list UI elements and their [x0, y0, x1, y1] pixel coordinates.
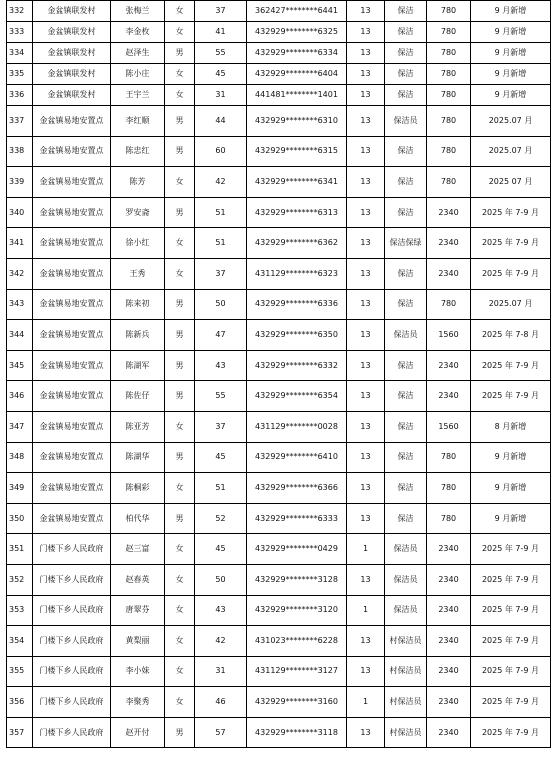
- job-title-cell: 保洁员: [385, 564, 427, 595]
- id-number-cell: 441481********1401: [247, 85, 347, 106]
- table-row: [7, 167, 551, 198]
- table-row: [7, 534, 551, 565]
- gender-cell: 男: [165, 289, 195, 320]
- period-cell: 2025 年 7-9 月: [471, 381, 551, 412]
- period-cell: 9 月新增: [471, 43, 551, 64]
- amount-cell: 780: [427, 1, 471, 22]
- id-number-cell: 431129********0028: [247, 411, 347, 442]
- age-cell: 31: [195, 656, 247, 687]
- row-number-cell: 341: [7, 228, 33, 259]
- id-number-cell: 431129********6323: [247, 258, 347, 289]
- amount-cell: 780: [427, 473, 471, 504]
- age-cell: 52: [195, 503, 247, 534]
- id-number-cell: 362427********6441: [247, 1, 347, 22]
- person-name-cell: 赵开付: [111, 717, 165, 748]
- person-name-cell: 王宇兰: [111, 85, 165, 106]
- gender-cell: 男: [165, 442, 195, 473]
- person-name-cell: 陈佐仔: [111, 381, 165, 412]
- row-number-cell: 347: [7, 411, 33, 442]
- job-title-cell: 保洁: [385, 411, 427, 442]
- table-row: [7, 381, 551, 412]
- unit-name-cell: 金盆镇易地安置点: [33, 228, 111, 259]
- months-cell: 13: [347, 626, 385, 657]
- id-number-cell: 432929********6404: [247, 64, 347, 85]
- period-cell: 9 月新增: [471, 64, 551, 85]
- gender-cell: 女: [165, 564, 195, 595]
- person-name-cell: 徐小红: [111, 228, 165, 259]
- age-cell: 44: [195, 106, 247, 137]
- roster-rows: [7, 1, 551, 748]
- gender-cell: 女: [165, 1, 195, 22]
- table-row: [7, 564, 551, 595]
- job-title-cell: 保洁员: [385, 106, 427, 137]
- person-name-cell: 陈新兵: [111, 320, 165, 351]
- amount-cell: 2340: [427, 656, 471, 687]
- table-row: [7, 411, 551, 442]
- row-number-cell: 350: [7, 503, 33, 534]
- person-name-cell: 柏代华: [111, 503, 165, 534]
- id-number-cell: 432929********6310: [247, 106, 347, 137]
- person-name-cell: 李金枚: [111, 22, 165, 43]
- months-cell: 13: [347, 106, 385, 137]
- job-title-cell: 保洁: [385, 381, 427, 412]
- job-title-cell: 保洁: [385, 503, 427, 534]
- table-row: [7, 595, 551, 626]
- months-cell: 13: [347, 258, 385, 289]
- age-cell: 37: [195, 258, 247, 289]
- roster-sheet: [6, 0, 551, 748]
- unit-name-cell: 金盆镇易地安置点: [33, 106, 111, 137]
- age-cell: 45: [195, 64, 247, 85]
- months-cell: 13: [347, 717, 385, 748]
- job-title-cell: 保洁员: [385, 534, 427, 565]
- job-title-cell: 保洁: [385, 85, 427, 106]
- table-row: [7, 289, 551, 320]
- unit-name-cell: 金盆镇易地安置点: [33, 381, 111, 412]
- amount-cell: 2340: [427, 595, 471, 626]
- row-number-cell: 339: [7, 167, 33, 198]
- months-cell: 13: [347, 64, 385, 85]
- id-number-cell: 432929********6332: [247, 350, 347, 381]
- gender-cell: 女: [165, 656, 195, 687]
- row-number-cell: 333: [7, 22, 33, 43]
- age-cell: 42: [195, 626, 247, 657]
- row-number-cell: 356: [7, 687, 33, 718]
- unit-name-cell: 金盆镇易地安置点: [33, 473, 111, 504]
- period-cell: 2025.07 月: [471, 289, 551, 320]
- row-number-cell: 353: [7, 595, 33, 626]
- unit-name-cell: 门楼下乡人民政府: [33, 595, 111, 626]
- table-row: [7, 258, 551, 289]
- period-cell: 2025.07 月: [471, 136, 551, 167]
- gender-cell: 女: [165, 228, 195, 259]
- gender-cell: 男: [165, 320, 195, 351]
- person-name-cell: 李聚秀: [111, 687, 165, 718]
- age-cell: 46: [195, 687, 247, 718]
- amount-cell: 780: [427, 64, 471, 85]
- amount-cell: 2340: [427, 381, 471, 412]
- months-cell: 13: [347, 22, 385, 43]
- months-cell: 13: [347, 320, 385, 351]
- gender-cell: 女: [165, 167, 195, 198]
- gender-cell: 女: [165, 626, 195, 657]
- amount-cell: 2340: [427, 228, 471, 259]
- amount-cell: 780: [427, 43, 471, 64]
- months-cell: 13: [347, 197, 385, 228]
- gender-cell: 男: [165, 350, 195, 381]
- months-cell: 13: [347, 43, 385, 64]
- row-number-cell: 345: [7, 350, 33, 381]
- id-number-cell: 432929********3128: [247, 564, 347, 595]
- gender-cell: 女: [165, 411, 195, 442]
- id-number-cell: 432929********6315: [247, 136, 347, 167]
- unit-name-cell: 金盆镇联发村: [33, 43, 111, 64]
- unit-name-cell: 金盆镇易地安置点: [33, 167, 111, 198]
- id-number-cell: 432929********6350: [247, 320, 347, 351]
- table-row: [7, 85, 551, 106]
- age-cell: 43: [195, 595, 247, 626]
- unit-name-cell: 金盆镇易地安置点: [33, 442, 111, 473]
- period-cell: 2025 年 7-9 月: [471, 687, 551, 718]
- months-cell: 13: [347, 381, 385, 412]
- period-cell: 2025 年 7-9 月: [471, 197, 551, 228]
- amount-cell: 780: [427, 167, 471, 198]
- age-cell: 51: [195, 228, 247, 259]
- amount-cell: 2340: [427, 717, 471, 748]
- id-number-cell: 431129********3127: [247, 656, 347, 687]
- table-row: [7, 717, 551, 748]
- table-row: [7, 320, 551, 351]
- row-number-cell: 344: [7, 320, 33, 351]
- job-title-cell: 保洁保绿: [385, 228, 427, 259]
- months-cell: 13: [347, 1, 385, 22]
- age-cell: 51: [195, 197, 247, 228]
- person-name-cell: 陈湖华: [111, 442, 165, 473]
- amount-cell: 780: [427, 442, 471, 473]
- amount-cell: 780: [427, 289, 471, 320]
- id-number-cell: 432929********6313: [247, 197, 347, 228]
- amount-cell: 780: [427, 136, 471, 167]
- person-name-cell: 李红顺: [111, 106, 165, 137]
- person-name-cell: 陈桐彩: [111, 473, 165, 504]
- table-row: [7, 197, 551, 228]
- unit-name-cell: 金盆镇易地安置点: [33, 197, 111, 228]
- person-name-cell: 王秀: [111, 258, 165, 289]
- table-row: [7, 626, 551, 657]
- age-cell: 45: [195, 534, 247, 565]
- unit-name-cell: 金盆镇易地安置点: [33, 411, 111, 442]
- job-title-cell: 村保洁员: [385, 656, 427, 687]
- person-name-cell: 李小妹: [111, 656, 165, 687]
- months-cell: 1: [347, 687, 385, 718]
- period-cell: 2025 年 7-9 月: [471, 564, 551, 595]
- months-cell: 13: [347, 228, 385, 259]
- amount-cell: 2340: [427, 258, 471, 289]
- months-cell: 13: [347, 656, 385, 687]
- table-row: [7, 473, 551, 504]
- gender-cell: 男: [165, 503, 195, 534]
- job-title-cell: 保洁: [385, 43, 427, 64]
- months-cell: 13: [347, 350, 385, 381]
- period-cell: 2025 年 7-9 月: [471, 626, 551, 657]
- period-cell: 2025 年 7-8 月: [471, 320, 551, 351]
- period-cell: 2025 年 7-9 月: [471, 534, 551, 565]
- amount-cell: 2340: [427, 687, 471, 718]
- gender-cell: 女: [165, 595, 195, 626]
- job-title-cell: 保洁: [385, 473, 427, 504]
- job-title-cell: 保洁员: [385, 320, 427, 351]
- id-number-cell: 432929********6333: [247, 503, 347, 534]
- amount-cell: 2340: [427, 626, 471, 657]
- age-cell: 37: [195, 1, 247, 22]
- unit-name-cell: 门楼下乡人民政府: [33, 717, 111, 748]
- period-cell: 2025 年 7-9 月: [471, 595, 551, 626]
- unit-name-cell: 金盆镇易地安置点: [33, 258, 111, 289]
- unit-name-cell: 金盆镇联发村: [33, 22, 111, 43]
- gender-cell: 男: [165, 197, 195, 228]
- row-number-cell: 338: [7, 136, 33, 167]
- age-cell: 50: [195, 289, 247, 320]
- table-row: [7, 656, 551, 687]
- id-number-cell: 432929********6325: [247, 22, 347, 43]
- gender-cell: 女: [165, 22, 195, 43]
- table-row: [7, 1, 551, 22]
- id-number-cell: 432929********6341: [247, 167, 347, 198]
- months-cell: 13: [347, 442, 385, 473]
- person-name-cell: 张梅兰: [111, 1, 165, 22]
- table-row: [7, 136, 551, 167]
- id-number-cell: 432929********0429: [247, 534, 347, 565]
- gender-cell: 男: [165, 717, 195, 748]
- amount-cell: 780: [427, 22, 471, 43]
- table-row: [7, 228, 551, 259]
- job-title-cell: 保洁: [385, 1, 427, 22]
- table-row: [7, 442, 551, 473]
- period-cell: 8 月新增: [471, 411, 551, 442]
- person-name-cell: 黄梨丽: [111, 626, 165, 657]
- months-cell: 13: [347, 503, 385, 534]
- months-cell: 13: [347, 564, 385, 595]
- unit-name-cell: 金盆镇联发村: [33, 85, 111, 106]
- table-row: [7, 106, 551, 137]
- unit-name-cell: 门楼下乡人民政府: [33, 564, 111, 595]
- amount-cell: 1560: [427, 411, 471, 442]
- job-title-cell: 村保洁员: [385, 687, 427, 718]
- unit-name-cell: 门楼下乡人民政府: [33, 626, 111, 657]
- roster-table: [6, 0, 551, 748]
- id-number-cell: 432929********3160: [247, 687, 347, 718]
- unit-name-cell: 门楼下乡人民政府: [33, 656, 111, 687]
- amount-cell: 1560: [427, 320, 471, 351]
- period-cell: 2025 年 7-9 月: [471, 656, 551, 687]
- unit-name-cell: 金盆镇联发村: [33, 1, 111, 22]
- period-cell: 2025.07 月: [471, 106, 551, 137]
- job-title-cell: 保洁: [385, 197, 427, 228]
- months-cell: 13: [347, 136, 385, 167]
- id-number-cell: 432929********6362: [247, 228, 347, 259]
- period-cell: 9 月新增: [471, 503, 551, 534]
- period-cell: 2025 07 月: [471, 167, 551, 198]
- row-number-cell: 352: [7, 564, 33, 595]
- unit-name-cell: 金盆镇联发村: [33, 64, 111, 85]
- amount-cell: 2340: [427, 534, 471, 565]
- unit-name-cell: 金盆镇易地安置点: [33, 136, 111, 167]
- age-cell: 50: [195, 564, 247, 595]
- id-number-cell: 432929********6354: [247, 381, 347, 412]
- job-title-cell: 保洁: [385, 167, 427, 198]
- age-cell: 60: [195, 136, 247, 167]
- id-number-cell: 432929********3120: [247, 595, 347, 626]
- amount-cell: 2340: [427, 350, 471, 381]
- row-number-cell: 354: [7, 626, 33, 657]
- person-name-cell: 赵三富: [111, 534, 165, 565]
- age-cell: 42: [195, 167, 247, 198]
- period-cell: 9 月新增: [471, 442, 551, 473]
- period-cell: 9 月新增: [471, 473, 551, 504]
- row-number-cell: 332: [7, 1, 33, 22]
- person-name-cell: 赵泽生: [111, 43, 165, 64]
- unit-name-cell: 金盆镇易地安置点: [33, 320, 111, 351]
- age-cell: 43: [195, 350, 247, 381]
- table-row: [7, 43, 551, 64]
- period-cell: 9 月新增: [471, 22, 551, 43]
- unit-name-cell: 门楼下乡人民政府: [33, 534, 111, 565]
- job-title-cell: 村保洁员: [385, 626, 427, 657]
- months-cell: 13: [347, 167, 385, 198]
- row-number-cell: 336: [7, 85, 33, 106]
- table-row: [7, 22, 551, 43]
- months-cell: 1: [347, 595, 385, 626]
- period-cell: 2025 年 7-9 月: [471, 717, 551, 748]
- gender-cell: 男: [165, 43, 195, 64]
- period-cell: 9 月新增: [471, 1, 551, 22]
- gender-cell: 女: [165, 687, 195, 718]
- table-row: [7, 350, 551, 381]
- row-number-cell: 340: [7, 197, 33, 228]
- job-title-cell: 保洁: [385, 442, 427, 473]
- job-title-cell: 保洁: [385, 350, 427, 381]
- amount-cell: 2340: [427, 197, 471, 228]
- id-number-cell: 432929********6410: [247, 442, 347, 473]
- unit-name-cell: 金盆镇易地安置点: [33, 503, 111, 534]
- unit-name-cell: 金盆镇易地安置点: [33, 350, 111, 381]
- person-name-cell: 唐翠芬: [111, 595, 165, 626]
- job-title-cell: 村保洁员: [385, 717, 427, 748]
- age-cell: 31: [195, 85, 247, 106]
- gender-cell: 女: [165, 534, 195, 565]
- table-row: [7, 64, 551, 85]
- age-cell: 47: [195, 320, 247, 351]
- amount-cell: 780: [427, 106, 471, 137]
- months-cell: 1: [347, 534, 385, 565]
- row-number-cell: 355: [7, 656, 33, 687]
- id-number-cell: 432929********6334: [247, 43, 347, 64]
- job-title-cell: 保洁: [385, 64, 427, 85]
- row-number-cell: 342: [7, 258, 33, 289]
- age-cell: 55: [195, 43, 247, 64]
- person-name-cell: 陈小庄: [111, 64, 165, 85]
- age-cell: 37: [195, 411, 247, 442]
- person-name-cell: 赵春英: [111, 564, 165, 595]
- person-name-cell: 陈芳: [111, 167, 165, 198]
- person-name-cell: 陈忠红: [111, 136, 165, 167]
- period-cell: 2025 年 7-9 月: [471, 258, 551, 289]
- months-cell: 13: [347, 411, 385, 442]
- id-number-cell: 432929********3118: [247, 717, 347, 748]
- age-cell: 45: [195, 442, 247, 473]
- months-cell: 13: [347, 85, 385, 106]
- person-name-cell: 陈湖军: [111, 350, 165, 381]
- table-row: [7, 687, 551, 718]
- row-number-cell: 343: [7, 289, 33, 320]
- row-number-cell: 346: [7, 381, 33, 412]
- row-number-cell: 334: [7, 43, 33, 64]
- gender-cell: 男: [165, 106, 195, 137]
- age-cell: 51: [195, 473, 247, 504]
- gender-cell: 女: [165, 64, 195, 85]
- months-cell: 13: [347, 473, 385, 504]
- amount-cell: 2340: [427, 564, 471, 595]
- gender-cell: 男: [165, 381, 195, 412]
- unit-name-cell: 门楼下乡人民政府: [33, 687, 111, 718]
- gender-cell: 男: [165, 136, 195, 167]
- amount-cell: 780: [427, 85, 471, 106]
- period-cell: 9 月新增: [471, 85, 551, 106]
- period-cell: 2025 年 7-9 月: [471, 350, 551, 381]
- person-name-cell: 陈亚芳: [111, 411, 165, 442]
- row-number-cell: 357: [7, 717, 33, 748]
- months-cell: 13: [347, 289, 385, 320]
- job-title-cell: 保洁员: [385, 595, 427, 626]
- id-number-cell: 431023********6228: [247, 626, 347, 657]
- job-title-cell: 保洁: [385, 258, 427, 289]
- gender-cell: 女: [165, 258, 195, 289]
- age-cell: 55: [195, 381, 247, 412]
- id-number-cell: 432929********6366: [247, 473, 347, 504]
- age-cell: 41: [195, 22, 247, 43]
- id-number-cell: 432929********6336: [247, 289, 347, 320]
- gender-cell: 女: [165, 85, 195, 106]
- unit-name-cell: 金盆镇易地安置点: [33, 289, 111, 320]
- age-cell: 57: [195, 717, 247, 748]
- row-number-cell: 348: [7, 442, 33, 473]
- job-title-cell: 保洁: [385, 136, 427, 167]
- person-name-cell: 陈来初: [111, 289, 165, 320]
- row-number-cell: 335: [7, 64, 33, 85]
- gender-cell: 女: [165, 473, 195, 504]
- row-number-cell: 351: [7, 534, 33, 565]
- row-number-cell: 349: [7, 473, 33, 504]
- job-title-cell: 保洁: [385, 22, 427, 43]
- table-row: [7, 503, 551, 534]
- row-number-cell: 337: [7, 106, 33, 137]
- period-cell: 2025 年 7-9 月: [471, 228, 551, 259]
- person-name-cell: 罗安斋: [111, 197, 165, 228]
- job-title-cell: 保洁: [385, 289, 427, 320]
- amount-cell: 780: [427, 503, 471, 534]
